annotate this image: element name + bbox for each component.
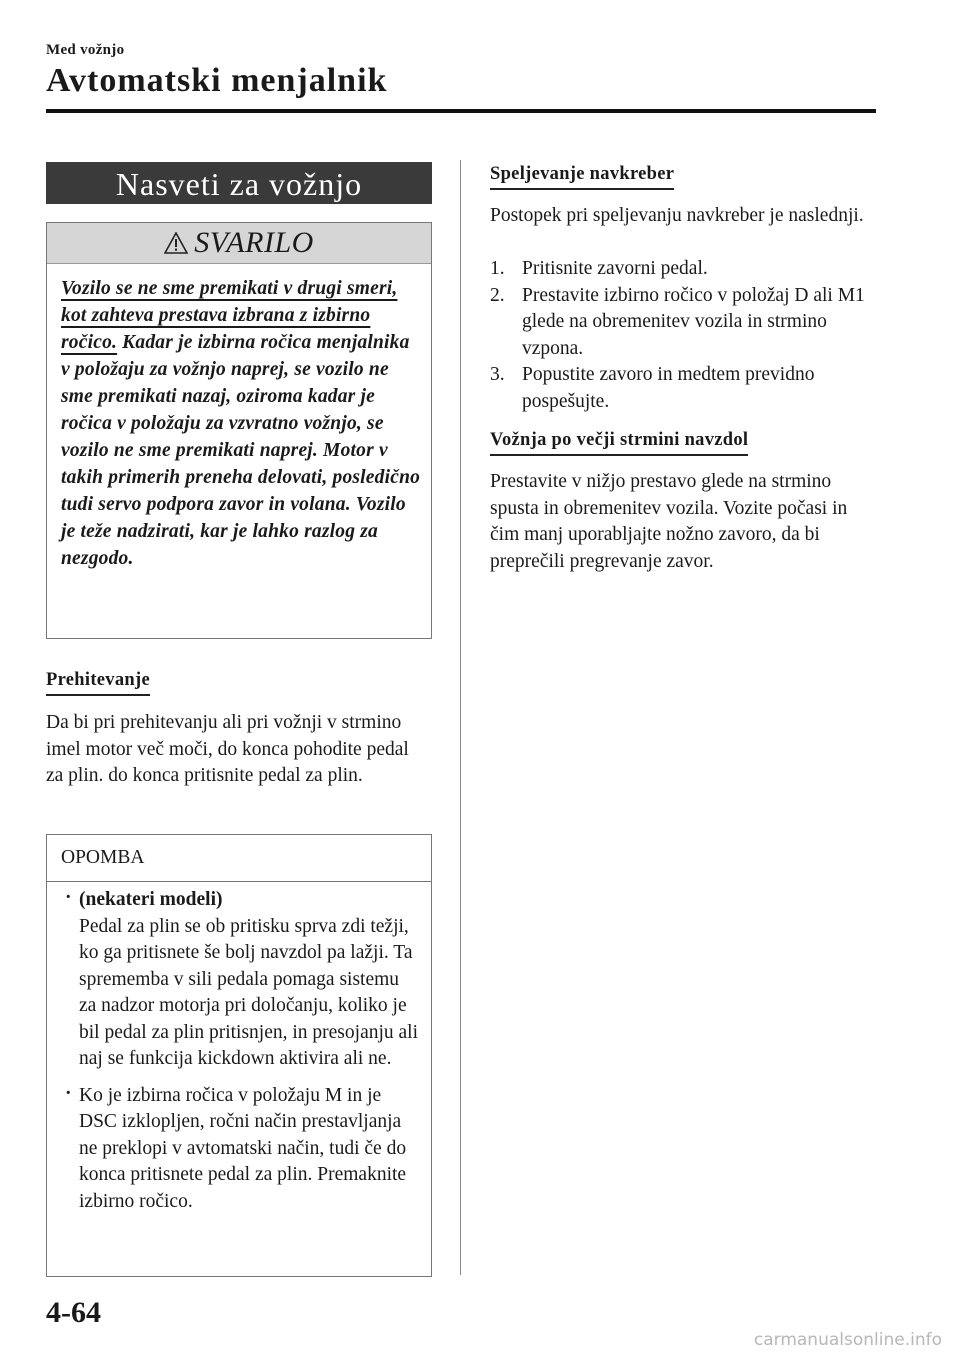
note-header	[47, 835, 431, 882]
warning-triangle-icon	[164, 232, 188, 254]
downhill-text: Prestavite v nižjo prestavo glede na strmino spusta in obremenitev vozila. Vozite počasi in čim manj uporabljajte nožno zavoro, da bi preprečili pregrevanje zavor.	[490, 471, 848, 572]
note-item	[61, 1083, 421, 1216]
uphill-heading: Speljevanje navkreber	[490, 164, 674, 190]
step-number: 3.	[490, 364, 505, 385]
warning-title: SVARILO	[194, 226, 314, 259]
uphill-intro: Postopek pri speljevanju navkreber je naslednji.	[490, 205, 864, 226]
bullet-icon: ·	[65, 1082, 72, 1104]
step-item	[490, 256, 870, 283]
downhill-heading-wrap	[490, 430, 748, 456]
warning-box	[46, 222, 432, 639]
step-text: Prestavite izbirno ročico v položaj D ali M1 glede na obremenitev vozila in strmino vzpona.	[522, 284, 865, 359]
uphill-heading-wrap	[490, 164, 674, 190]
section-banner: Nasveti za vožnjo	[46, 162, 432, 204]
overtaking-text: Da bi pri prehitevanju ali pri vožnji v strmino imel motor več moči, do konca pohodite pedal za plin. do konca pritisnite pedal za plin.	[46, 712, 409, 786]
note-item-title: (nekateri modeli)	[79, 889, 223, 910]
note-box	[46, 834, 432, 1277]
watermark: carmanualsonline.info	[753, 1330, 942, 1350]
note-item-text: Pedal za plin se ob pritisku sprva zdi težji, ko ga pritisnete še bolj navzdol pa lažji. Ta sprememba v sili pedala pomaga sistemu za nadzor motorja pri določanju, koliko je bil pedal za plin pritisnjen, in presojanju ali naj se funkcija kickdown aktivira ali ne.	[79, 915, 419, 1069]
note-list	[61, 887, 421, 1225]
step-number: 1.	[490, 258, 505, 279]
uphill-steps	[490, 256, 870, 415]
header-rule	[46, 109, 876, 113]
downhill-heading: Vožnja po večji strmini navzdol	[490, 430, 748, 456]
page-number: 4-64	[46, 1296, 101, 1329]
chapter-title: Avtomatski menjalnik	[46, 62, 388, 99]
warning-lead: Vozilo se ne sme premikati v drugi smeri, kot zahteva prestava izbrana z izbirno ročico.	[61, 278, 398, 353]
warning-header	[47, 223, 431, 264]
warning-text	[61, 275, 421, 572]
note-item	[61, 887, 421, 1073]
overtaking-heading-wrap	[46, 670, 150, 696]
note-title: OPOMBA	[61, 847, 145, 868]
step-item	[490, 283, 870, 363]
warning-body: Kadar je izbirna ročica menjalnika v položaju za vožnjo naprej, se vozilo ne sme premikati nazaj, oziroma kadar je ročica v položaju za vzvratno vožnjo, se vozilo ne sme premikati naprej. Motor v takih primerih preneha delovati, posledično tudi servo podpora zavor in volana. Vozilo je teže nadzirati, kar je lahko razlog za nezgodo.	[61, 332, 421, 569]
step-text: Pritisnite zavorni pedal.	[522, 258, 708, 279]
note-item-text: Ko je izbirna ročica v položaju M in je DSC izklopljen, ročni način prestavljanja ne preklopi v avtomatski način, tudi če do konca pritisnete pedal za plin. Premaknite izbirno ročico.	[79, 1084, 407, 1212]
column-divider	[460, 160, 461, 1275]
step-number: 2.	[490, 284, 505, 306]
bullet-icon: ·	[65, 887, 72, 908]
overtaking-heading: Prehitevanje	[46, 670, 150, 696]
step-item	[490, 362, 870, 415]
step-text: Popustite zavoro in medtem previdno pospešujte.	[522, 364, 815, 412]
section-label: Med vožnjo	[46, 42, 125, 58]
